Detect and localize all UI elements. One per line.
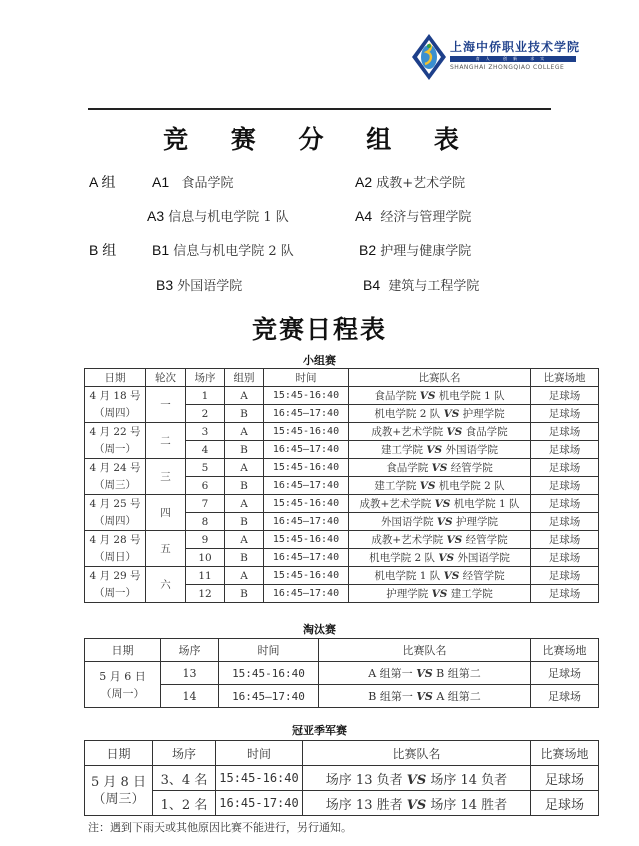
header-rule xyxy=(88,108,551,110)
table-row xyxy=(85,459,599,477)
match-group: A xyxy=(225,387,264,405)
match-teams xyxy=(319,662,531,685)
match-group: B xyxy=(225,477,264,495)
column-header: 日期 xyxy=(85,741,153,766)
away-team: 场序 14 负者 xyxy=(430,772,508,788)
match-time: 15:45-16:40 xyxy=(264,459,349,477)
away-team: 护理学院 xyxy=(455,516,498,528)
vs-label: VS xyxy=(416,667,433,680)
match-group: A xyxy=(225,459,264,477)
table-row xyxy=(85,387,599,405)
match-time: 15:45-16:40 xyxy=(264,531,349,549)
away-team: 机电学院 1 队 xyxy=(438,390,505,402)
match-group: A xyxy=(225,495,264,513)
column-header: 组别 xyxy=(225,369,264,387)
grouping-title: 竞 赛 分 组 表 xyxy=(163,125,476,154)
away-team: 外国语学院 xyxy=(445,444,498,456)
match-venue: 足球场 xyxy=(531,685,599,708)
match-time: 15:45-16:40 xyxy=(264,495,349,513)
column-header: 时间 xyxy=(264,369,349,387)
round-cell: 二 xyxy=(146,423,186,459)
column-header: 日期 xyxy=(85,639,161,662)
column-header: 轮次 xyxy=(146,369,186,387)
group-b-label: B 组 xyxy=(89,242,117,258)
away-team: 护理学院 xyxy=(462,408,505,420)
match-teams xyxy=(349,441,531,459)
team-b1: B1 信息与机电学院 2 队 xyxy=(152,242,294,259)
column-header: 场序 xyxy=(186,369,225,387)
match-time: 16:45—17:40 xyxy=(219,685,319,708)
match-group: A xyxy=(225,567,264,585)
match-weekday: （周一） xyxy=(100,686,145,700)
match-teams xyxy=(349,405,531,423)
match-number: 6 xyxy=(186,477,225,495)
match-group: B xyxy=(225,405,264,423)
match-venue: 足球场 xyxy=(531,405,599,423)
group-a-label: A 组 xyxy=(89,174,116,190)
knockout-title: 淘汰赛 xyxy=(303,623,336,636)
column-header: 日期 xyxy=(85,369,146,387)
home-team: 机电学院 2 队 xyxy=(374,408,441,420)
vs-label: VS xyxy=(419,390,436,402)
vs-label: VS xyxy=(431,462,448,474)
home-team: B 组第一 xyxy=(368,690,413,703)
match-date: 4 月 22 号 xyxy=(89,425,141,438)
away-team: 食品学院 xyxy=(465,426,508,438)
column-header: 场序 xyxy=(161,639,219,662)
match-group: A xyxy=(225,423,264,441)
match-number: 14 xyxy=(161,685,219,708)
home-team: 建工学院 xyxy=(374,480,417,492)
match-teams xyxy=(349,459,531,477)
match-date: 4 月 28 号 xyxy=(89,533,141,546)
table-header-row xyxy=(85,369,599,387)
match-venue: 足球场 xyxy=(531,477,599,495)
match-date: 5 月 8 日 xyxy=(91,774,146,790)
home-team: 机电学院 1 队 xyxy=(374,570,441,582)
finals-table xyxy=(84,740,599,816)
match-weekday: （周一） xyxy=(94,586,136,599)
date-cell xyxy=(85,662,161,708)
match-group: A xyxy=(225,531,264,549)
match-weekday: （周三） xyxy=(92,791,145,807)
column-header: 比赛队名 xyxy=(303,741,531,766)
away-team: 机电学院 1 队 xyxy=(453,498,520,510)
match-number: 3 xyxy=(186,423,225,441)
college-logo xyxy=(412,32,582,82)
home-team: 场序 13 胜者 xyxy=(325,797,403,813)
column-header: 时间 xyxy=(219,639,319,662)
table-row xyxy=(85,495,599,513)
match-group: B xyxy=(225,513,264,531)
match-number: 1、2 名 xyxy=(153,791,216,816)
match-venue: 足球场 xyxy=(531,766,599,791)
match-teams xyxy=(349,387,531,405)
round-cell: 四 xyxy=(146,495,186,531)
match-time: 16:45—17:40 xyxy=(264,441,349,459)
away-team: 外国语学院 xyxy=(457,552,510,564)
column-header: 比赛队名 xyxy=(349,369,531,387)
vs-label: VS xyxy=(446,534,463,546)
home-team: 食品学院 xyxy=(374,390,417,402)
round-cell: 一 xyxy=(146,387,186,423)
table-header-row xyxy=(85,639,599,662)
home-team: 外国语学院 xyxy=(381,516,434,528)
home-team: 成教+艺术学院 xyxy=(371,426,444,438)
table-row xyxy=(85,531,599,549)
match-weekday: （周三） xyxy=(94,478,136,491)
team-a2: A2 成教+艺术学院 xyxy=(355,174,466,191)
match-time: 15:45-16:40 xyxy=(264,567,349,585)
match-venue: 足球场 xyxy=(531,513,599,531)
date-cell xyxy=(85,459,146,495)
match-teams xyxy=(349,531,531,549)
footnote: 注：遇到下雨天或其他原因比赛不能进行，另行通知。 xyxy=(88,821,352,834)
match-number: 10 xyxy=(186,549,225,567)
match-time: 16:45—17:40 xyxy=(264,513,349,531)
match-date: 5 月 6 日 xyxy=(99,669,146,683)
match-venue: 足球场 xyxy=(531,441,599,459)
college-name-cn: 上海中侨职业技术学院 xyxy=(450,40,581,54)
column-header: 比赛场地 xyxy=(531,639,599,662)
away-team: 经管学院 xyxy=(450,462,493,474)
match-venue: 足球场 xyxy=(531,459,599,477)
team-a3: A3 信息与机电学院 1 队 xyxy=(147,208,289,225)
column-header: 时间 xyxy=(216,741,303,766)
college-motto: 育人 创新 求实 xyxy=(450,56,576,62)
match-venue: 足球场 xyxy=(531,531,599,549)
match-time: 16:45—17:40 xyxy=(264,477,349,495)
match-venue: 足球场 xyxy=(531,662,599,685)
column-header: 场序 xyxy=(153,741,216,766)
match-group: B xyxy=(225,585,264,603)
home-team: A 组第一 xyxy=(368,667,413,680)
date-cell xyxy=(85,766,153,816)
vs-label: VS xyxy=(436,516,453,528)
match-time: 15:45-16:40 xyxy=(216,766,303,791)
match-teams xyxy=(349,567,531,585)
home-team: 机电学院 2 队 xyxy=(369,552,435,564)
home-team: 护理学院 xyxy=(386,588,429,600)
vs-label: VS xyxy=(438,552,455,564)
match-time: 16:45-17:40 xyxy=(216,791,303,816)
home-team: 成教+艺术学院 xyxy=(359,498,432,510)
college-emblem-icon xyxy=(412,34,446,80)
date-cell xyxy=(85,423,146,459)
team-b2: B2 护理与健康学院 xyxy=(359,242,472,259)
match-time: 15:45-16:40 xyxy=(264,387,349,405)
match-venue: 足球场 xyxy=(531,585,599,603)
match-time: 15:45-16:40 xyxy=(264,423,349,441)
match-group: B xyxy=(225,549,264,567)
team-b4: B4 建筑与工程学院 xyxy=(363,277,480,294)
match-time: 16:45—17:40 xyxy=(264,549,349,567)
match-weekday: （周一） xyxy=(94,442,136,455)
match-number: 5 xyxy=(186,459,225,477)
match-venue: 足球场 xyxy=(531,495,599,513)
table-row xyxy=(85,766,599,791)
schedule-title: 竞赛日程表 xyxy=(251,315,387,344)
vs-label: VS xyxy=(431,588,448,600)
match-weekday: （周日） xyxy=(94,550,136,563)
round-cell: 三 xyxy=(146,459,186,495)
finals-title: 冠亚季军赛 xyxy=(292,724,347,737)
column-header: 比赛场地 xyxy=(531,741,599,766)
match-teams xyxy=(349,423,531,441)
match-teams xyxy=(349,513,531,531)
match-teams xyxy=(349,549,531,567)
round-cell: 六 xyxy=(146,567,186,603)
vs-label: VS xyxy=(419,480,436,492)
match-time: 15:45-16:40 xyxy=(219,662,319,685)
table-header-row xyxy=(85,741,599,766)
team-a1: A1 食品学院 xyxy=(152,174,234,191)
knockout-table xyxy=(84,638,599,708)
vs-label: VS xyxy=(426,444,443,456)
match-number: 4 xyxy=(186,441,225,459)
match-number: 11 xyxy=(186,567,225,585)
match-date: 4 月 29 号 xyxy=(89,569,141,582)
away-team: 建工学院 xyxy=(450,588,493,600)
group-stage-title: 小组赛 xyxy=(303,354,336,367)
column-header: 比赛场地 xyxy=(531,369,599,387)
match-date: 4 月 25 号 xyxy=(89,497,141,510)
away-team: A 组第二 xyxy=(436,690,481,703)
vs-label: VS xyxy=(446,426,463,438)
table-row xyxy=(85,662,599,685)
match-number: 8 xyxy=(186,513,225,531)
match-teams xyxy=(303,766,531,791)
vs-label: VS xyxy=(443,408,460,420)
away-team: 经管学院 xyxy=(462,570,505,582)
date-cell xyxy=(85,531,146,567)
match-teams xyxy=(349,495,531,513)
home-team: 场序 13 负者 xyxy=(325,772,403,788)
match-venue: 足球场 xyxy=(531,387,599,405)
match-venue: 足球场 xyxy=(531,567,599,585)
match-venue: 足球场 xyxy=(531,791,599,816)
away-team: 经管学院 xyxy=(465,534,508,546)
vs-label: VS xyxy=(416,690,433,703)
match-number: 7 xyxy=(186,495,225,513)
away-team: 机电学院 2 队 xyxy=(438,480,505,492)
vs-label: VS xyxy=(434,498,451,510)
match-teams xyxy=(319,685,531,708)
vs-label: VS xyxy=(406,797,427,813)
match-teams xyxy=(349,477,531,495)
match-number: 13 xyxy=(161,662,219,685)
match-teams xyxy=(303,791,531,816)
table-row xyxy=(85,685,599,708)
round-cell: 五 xyxy=(146,531,186,567)
match-date: 4 月 24 号 xyxy=(89,461,141,474)
date-cell xyxy=(85,567,146,603)
table-row xyxy=(85,423,599,441)
team-a4: A4 经济与管理学院 xyxy=(355,208,472,225)
match-venue: 足球场 xyxy=(531,549,599,567)
match-weekday: （周四） xyxy=(94,406,136,419)
home-team: 成教+艺术学院 xyxy=(371,534,444,546)
table-row xyxy=(85,567,599,585)
home-team: 食品学院 xyxy=(386,462,429,474)
match-number: 1 xyxy=(186,387,225,405)
match-time: 16:45—17:40 xyxy=(264,405,349,423)
column-header: 比赛队名 xyxy=(319,639,531,662)
match-weekday: （周四） xyxy=(94,514,136,527)
match-teams xyxy=(349,585,531,603)
match-number: 9 xyxy=(186,531,225,549)
home-team: 建工学院 xyxy=(381,444,424,456)
match-number: 12 xyxy=(186,585,225,603)
date-cell xyxy=(85,495,146,531)
match-time: 16:45—17:40 xyxy=(264,585,349,603)
match-number: 3、4 名 xyxy=(153,766,216,791)
match-number: 2 xyxy=(186,405,225,423)
match-group: B xyxy=(225,441,264,459)
table-row xyxy=(85,791,599,816)
group-stage-table xyxy=(84,368,599,603)
match-venue: 足球场 xyxy=(531,423,599,441)
away-team: 场序 14 胜者 xyxy=(430,797,508,813)
team-b3: B3 外国语学院 xyxy=(156,277,243,294)
match-date: 4 月 18 号 xyxy=(89,389,141,402)
date-cell xyxy=(85,387,146,423)
college-name-en: SHANGHAI ZHONGQIAO COLLEGE xyxy=(450,64,565,71)
vs-label: VS xyxy=(443,570,460,582)
vs-label: VS xyxy=(406,772,427,788)
away-team: B 组第二 xyxy=(436,667,481,680)
